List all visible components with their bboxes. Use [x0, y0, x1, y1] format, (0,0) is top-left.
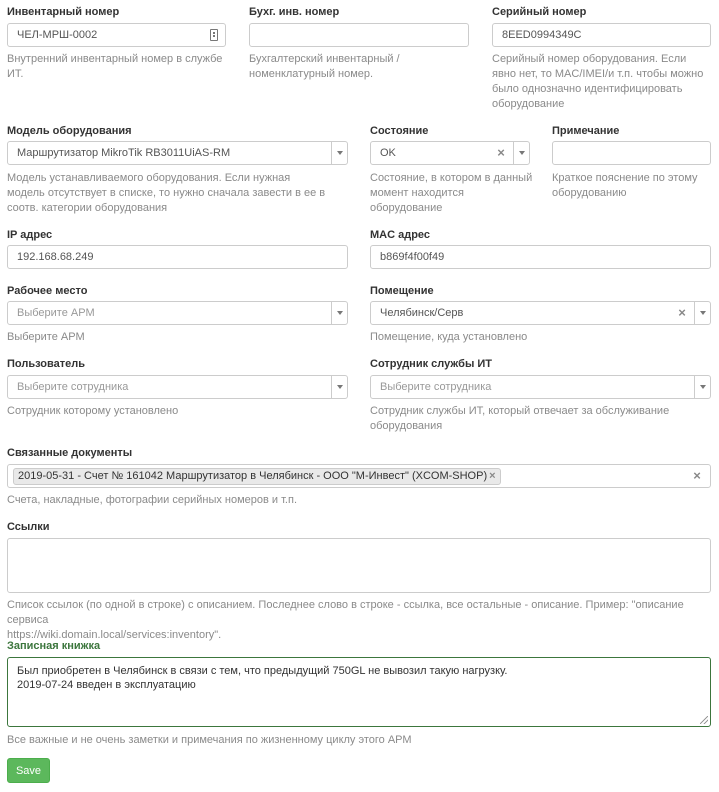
save-button[interactable]: Save [7, 758, 50, 783]
chevron-down-icon[interactable] [331, 142, 347, 164]
links-help [7, 598, 719, 643]
model-label: Модель оборудования [7, 125, 132, 137]
it-staff-placeholder: Выберите сотрудника [380, 381, 492, 393]
model-value: Маршрутизатор MikroTik RB3011UiAS-RM [17, 147, 231, 159]
notebook-line1: Был приобретен в Челябинск в связи с тем, что предыдущий 750GL не вывозил такую нагрузку. [17, 665, 508, 677]
workplace-placeholder: Выберите АРМ [17, 307, 95, 319]
state-select[interactable] [370, 141, 530, 165]
serial-number-label: Серийный номер [492, 6, 587, 18]
accounting-number-label: Бухг. инв. номер [249, 6, 340, 18]
state-value: OK [380, 147, 396, 159]
chevron-down-icon[interactable] [694, 376, 710, 398]
user-placeholder: Выберите сотрудника [17, 381, 129, 393]
notebook-textarea[interactable] [7, 657, 711, 727]
links-label: Ссылки [7, 521, 50, 533]
serial-number-field[interactable] [492, 23, 711, 47]
comment-help: Краткое пояснение по этому оборудованию [552, 172, 698, 199]
room-help: Помещение, куда установлено [370, 331, 528, 343]
ip-value: 192.168.68.249 [17, 251, 94, 263]
chevron-down-icon[interactable] [513, 142, 529, 164]
comment-field[interactable] [552, 141, 711, 165]
user-select[interactable] [7, 375, 348, 399]
mac-label: MAC адрес [370, 229, 431, 241]
clear-icon[interactable]: × [693, 468, 701, 483]
user-help: Сотрудник которому установлено [7, 405, 179, 417]
comment-label: Примечание [552, 125, 620, 137]
links-textarea[interactable] [7, 538, 711, 593]
workplace-select[interactable] [7, 301, 348, 325]
it-staff-help: Сотрудник службы ИТ, который отвечает за обслуживание оборудования [370, 405, 670, 432]
chevron-down-icon[interactable] [331, 376, 347, 398]
mac-field[interactable] [370, 245, 711, 269]
serial-number-help: Серийный номер оборудования. Если явно нет, то MAC/IMEI/и т.п. чтобы можно было однозначно идентифицировать оборудование [492, 53, 704, 110]
it-staff-select[interactable] [370, 375, 711, 399]
keypad-icon[interactable] [210, 29, 218, 41]
user-label: Пользователь [7, 358, 86, 370]
clear-icon[interactable]: × [678, 305, 686, 320]
documents-help: Счета, накладные, фотографии серийных номеров и т.п. [7, 494, 298, 506]
room-value: Челябинск/Серв [380, 307, 464, 319]
links-help-line2: https://wiki.domain.local/services:inventory". [7, 629, 222, 641]
workplace-label: Рабочее место [7, 285, 88, 297]
notebook-line2: 2019-07-24 введен в эксплуатацию [17, 679, 196, 691]
room-label: Помещение [370, 285, 434, 297]
model-help: Модель устанавливаемого оборудования. Если нужная модель отсутствует в списке, то нужно сначала завести в ее в соотв. категории оборудования [7, 172, 326, 214]
chevron-down-icon[interactable] [694, 302, 710, 324]
notebook-label: Записная книжка [7, 640, 101, 652]
mac-value: b869f4f00f49 [380, 251, 445, 263]
accounting-number-help: Бухгалтерский инвентарный / номенклатурный номер. [249, 53, 400, 80]
accounting-number-field[interactable] [249, 23, 469, 47]
ip-label: IP адрес [7, 229, 53, 241]
state-label: Состояние [370, 125, 429, 137]
remove-tag-icon[interactable]: × [489, 470, 496, 482]
inventory-number-value: ЧЕЛ-МРШ-0002 [17, 29, 98, 41]
clear-icon[interactable]: × [497, 145, 505, 160]
serial-number-value: 8EED0994349C [502, 29, 582, 41]
inventory-number-label: Инвентарный номер [7, 6, 120, 18]
model-select[interactable] [7, 141, 348, 165]
chevron-down-icon[interactable] [331, 302, 347, 324]
ip-field[interactable] [7, 245, 348, 269]
it-staff-label: Сотрудник службы ИТ [370, 358, 493, 370]
documents-multiselect[interactable] [7, 464, 711, 488]
links-help-line1: Список ссылок (по одной в строке) с описанием. Последнее слово в строке - ссылка, все остальные - описание. Пример: "описание сервиса [7, 599, 684, 626]
document-tag-label: 2019-05-31 - Счет № 161042 Маршрутизатор в Челябинск - ООО "М-Инвест" (XCOM-SHOP) [18, 470, 488, 482]
room-select[interactable] [370, 301, 711, 325]
workplace-help: Выберите АРМ [7, 331, 85, 343]
notebook-help: Все важные и не очень заметки и примечания по жизненному циклу этого АРМ [7, 734, 412, 746]
document-tag[interactable] [13, 468, 501, 485]
state-help: Состояние, в котором в данный момент находится оборудование [370, 172, 533, 214]
documents-label: Связанные документы [7, 447, 133, 459]
resize-handle-icon[interactable] [700, 716, 708, 724]
inventory-number-help: Внутренний инвентарный номер в службе ИТ. [7, 53, 223, 80]
inventory-number-field[interactable] [7, 23, 226, 47]
